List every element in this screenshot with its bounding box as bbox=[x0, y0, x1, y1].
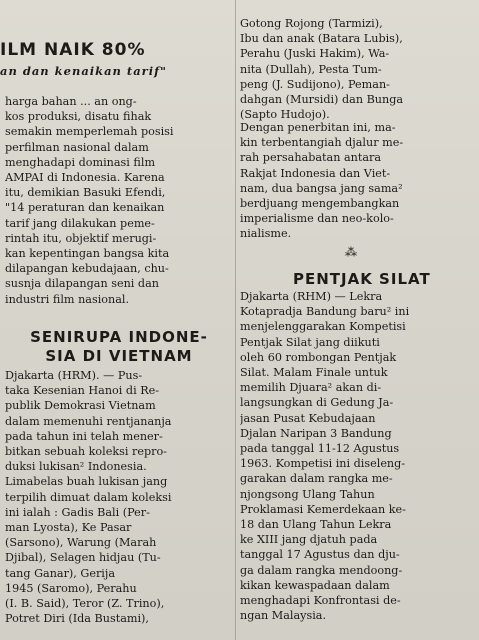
text-line: kos produksi, disatu fihak bbox=[5, 110, 152, 124]
text-line: tang Ganar), Gerija bbox=[5, 566, 116, 580]
text-line: pada tahun ini telah mener- bbox=[5, 429, 163, 443]
text-line: ngan Malaysia. bbox=[240, 609, 327, 623]
film-article-body bbox=[5, 94, 227, 307]
text-line: garakan dalam rangka me- bbox=[240, 472, 393, 486]
text-line: kikan kewaspadaan dalam bbox=[240, 578, 390, 592]
senirupa-headline-line2: SIA DI VIETNAM bbox=[45, 347, 193, 365]
text-line: Perahu (Juski Hakim), Wa- bbox=[240, 47, 390, 61]
text-line: pada tanggal 11-12 Agustus bbox=[240, 442, 400, 456]
text-line: Dengan penerbitan ini, ma- bbox=[240, 121, 396, 134]
silat-headline: PENTJAK SILAT bbox=[293, 270, 431, 288]
text-line: Potret Diri (Ida Bustami), bbox=[5, 612, 149, 626]
text-line: Pentjak Silat jang diikuti bbox=[240, 335, 380, 349]
film-subheadline: an dan kenaikan tarif" bbox=[0, 64, 168, 78]
senirupa-article-body bbox=[5, 368, 227, 626]
text-line: "14 peraturan dan kenaikan bbox=[5, 201, 165, 215]
text-line: Proklamasi Kemerdekaan ke- bbox=[240, 502, 406, 516]
text-line: Limabelas buah lukisan jang bbox=[5, 475, 168, 489]
text-line: (Sarsono), Warung (Marah bbox=[5, 536, 157, 550]
text-line: taka Kesenian Hanoi di Re- bbox=[5, 384, 160, 398]
section-divider-ornament: ⁂ bbox=[345, 245, 357, 259]
text-line: njongsong Ulang Tahun bbox=[240, 487, 375, 501]
text-line: kan kepentingan bangsa kita bbox=[5, 247, 170, 261]
film-headline: ILM NAIK 80% bbox=[0, 40, 146, 60]
text-line: dilapangan kebudajaan, chu- bbox=[5, 262, 169, 276]
text-line: nialisme. bbox=[240, 227, 292, 241]
text-line: bitkan sebuah koleksi repro- bbox=[5, 445, 167, 459]
text-line: man Lyosta), Ke Pasar bbox=[5, 521, 132, 535]
text-line: ini ialah : Gadis Bali (Per- bbox=[5, 505, 150, 519]
text-line: terpilih dimuat dalam koleksi bbox=[5, 490, 172, 504]
text-line: itu, demikian Basuki Efendi, bbox=[5, 186, 166, 200]
text-line: langsungkan di Gedung Ja- bbox=[240, 396, 394, 410]
text-line: berdjuang mengembangkan bbox=[240, 197, 400, 211]
text-line: Rakjat Indonesia dan Viet- bbox=[240, 166, 391, 180]
senirupa-headline bbox=[14, 328, 224, 366]
text-line: Djibal), Selagen hidjau (Tu- bbox=[5, 551, 161, 565]
text-line: semakin memperlemah posisi bbox=[5, 125, 174, 139]
text-line: Djakarta (HRM). — Pus- bbox=[5, 369, 143, 382]
text-line: jasan Pusat Kebudajaan bbox=[240, 411, 376, 425]
text-line: perfilman nasional dalam bbox=[5, 140, 149, 154]
text-line: ga dalam rangka mendoong- bbox=[240, 563, 403, 577]
text-line: menghadapi dominasi film bbox=[5, 155, 156, 169]
text-line: Kotapradja Bandung baru² ini bbox=[240, 305, 410, 319]
text-line: 1963. Kompetisi ini diseleng- bbox=[240, 457, 406, 471]
text-line: 1945 (Saromo), Perahu bbox=[5, 581, 137, 595]
text-line: peng (J. Sudijono), Peman- bbox=[240, 77, 390, 91]
silat-article-body bbox=[240, 289, 472, 623]
text-line: tarif jang dilakukan peme- bbox=[5, 216, 155, 230]
text-line: dalam memenuhi rentjananja bbox=[5, 414, 172, 428]
senirupa-headline-line1: SENIRUPA INDONE- bbox=[30, 328, 208, 346]
text-line: industri film nasional. bbox=[5, 292, 130, 306]
text-line: Ibu dan anak (Batara Lubis), bbox=[240, 32, 403, 46]
text-line: Silat. Malam Finale untuk bbox=[240, 366, 388, 380]
text-line: nita (Dullah), Pesta Tum- bbox=[240, 62, 382, 76]
text-line: duksi lukisan² Indonesia. bbox=[5, 460, 147, 474]
text-line: (Sapto Hudojo). bbox=[240, 108, 330, 122]
text-line: harga bahan ... an ong- bbox=[5, 95, 137, 108]
text-line: kin terbentangiah djalur me- bbox=[240, 136, 404, 150]
text-line: oleh 60 rombongan Pentjak bbox=[240, 350, 397, 364]
text-line: nam, dua bangsa jang sama² bbox=[240, 181, 403, 195]
text-line: menjelenggarakan Kompetisi bbox=[240, 320, 406, 334]
text-line: menghadapi Konfrontasi de- bbox=[240, 594, 401, 608]
text-line: tanggal 17 Agustus dan dju- bbox=[240, 548, 400, 562]
senirupa-article-continued bbox=[240, 16, 472, 122]
senirupa-article-closing bbox=[240, 120, 472, 242]
text-line: memilih Djuara² akan di- bbox=[240, 381, 382, 395]
text-line: Djakarta (RHM) — Lekra bbox=[240, 290, 383, 303]
text-line: susnja dilapangan seni dan bbox=[5, 277, 159, 291]
column-divider bbox=[235, 0, 236, 640]
text-line: publik Demokrasi Vietnam bbox=[5, 399, 156, 413]
text-line: rah persahabatan antara bbox=[240, 151, 382, 165]
text-line: (I. B. Said), Teror (Z. Trino), bbox=[5, 597, 165, 611]
text-line: Djalan Naripan 3 Bandung bbox=[240, 426, 392, 440]
text-line: ke XIII jang djatuh pada bbox=[240, 533, 378, 547]
text-line: imperialisme dan neo-kolo- bbox=[240, 212, 394, 226]
text-line: AMPAI di Indonesia. Karena bbox=[5, 171, 165, 185]
text-line: rintah itu, objektif merugi- bbox=[5, 231, 157, 245]
text-line: 18 dan Ulang Tahun Lekra bbox=[240, 518, 392, 532]
text-line: Gotong Rojong (Tarmizi), bbox=[240, 17, 383, 30]
text-line: dahgan (Mursidi) dan Bunga bbox=[240, 93, 404, 107]
